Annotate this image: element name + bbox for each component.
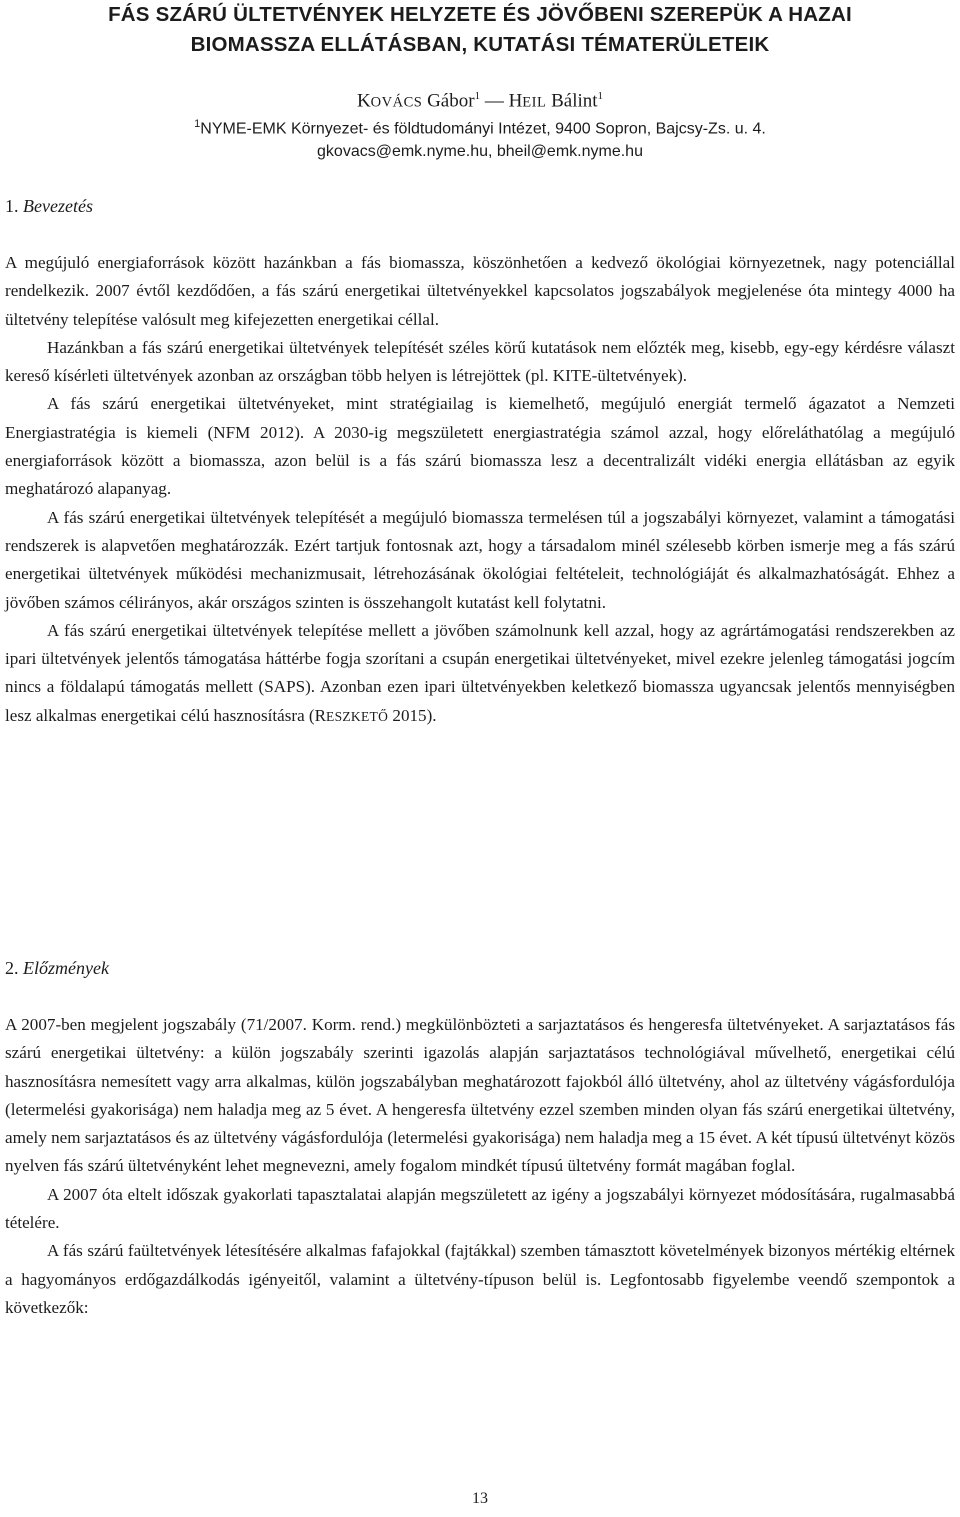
citation-year: 2015).	[388, 705, 437, 725]
section-title: Bevezetés	[23, 196, 93, 216]
author1-given-name: Gábor	[427, 90, 475, 112]
page-number: 13	[472, 1490, 488, 1507]
author2-surname-rest: EIL	[522, 94, 547, 111]
paragraph: A megújuló energiaforrások között hazánkban a fás biomassza, köszönhetően a kedvező ökológiai környezetnek, nagy potenciállal rendelkezik. 2007 évtől kezdődően, a fás szárú energetikai ültetvényekkel kapcsolatos jogszabályok megjelenése óta mintegy 4000 ha ültetvény telepítése valósult meg kifejezetten energetikai céllal.	[5, 253, 955, 329]
citation-author-rest: ESZKETŐ	[326, 708, 389, 724]
paragraph: Hazánkban a fás szárú energetikai ültetvények telepítését széles körű kutatások nem előzték meg, kisebb, egy-egy kérdésre választ kereső kísérleti ültetvények azonban az országban több helyen is létrejöttek (pl. KITE-ültetvények).	[5, 337, 955, 386]
affiliation-line	[0, 118, 960, 138]
section-title: Előzmények	[23, 958, 109, 978]
author1-affiliation-mark: 1	[474, 90, 481, 102]
paragraph-text: A fás szárú energetikai ültetvények telepítése mellett a jövőben számolnunk kell azzal, hogy az agrártámogatási rendszerekben az ipari ültetvények jelentős támogatása háttérbe fogja szorítani a csupán energetikai ültetvényeket, mivel ezekre jelenleg támogatási jogcím nincs a földalapú támogatás mellett (SAPS). Azonban ezen ipari ültetvényekben keletkező biomassza ugyancsak jelentős mennyiségben lesz alkalmas energetikai célú hasznosításra (	[5, 620, 955, 725]
author2-affiliation-mark: 1	[597, 90, 604, 102]
paper-title-line-2: BIOMASSZA ELLÁTÁSBAN, KUTATÁSI TÉMATERÜLETEIK	[190, 33, 770, 56]
section-number: 2.	[5, 958, 19, 978]
paragraph	[5, 617, 955, 731]
author-emails: gkovacs@emk.nyme.hu, bheil@emk.nyme.hu	[317, 143, 643, 160]
paragraph: A fás szárú energetikai ültetvényeket, mint stratégiailag is kiemelhető, megújuló energiát termelő ágazatot a Nemzeti Energiastratégia is kiemeli (NFM 2012). A 2030-ig megszületett energiastratégia számol azzal, hogy előreláthatólag a megújuló energiaforrások között a biomassza, azon belül is a fás szárú biomassza lesz a decentralizált vidéki energia ellátásban az egyik meghatározó alapanyag.	[5, 394, 955, 499]
affiliation-text: NYME-EMK Környezet- és földtudományi Intézet, 9400 Sopron, Bajcsy-Zs. u. 4.	[200, 120, 766, 138]
author-line	[0, 90, 960, 112]
paragraph: A 2007-ben megjelent jogszabály (71/2007. Korm. rend.) megkülönbözteti a sarjaztatásos és hengeresfa ültetvényeket. A sarjaztatásos fás szárú energetikai ültetvény: a külön jogszabály szerinti igazolás alapján sarjaztatásos technológiával művelhető, energetikai célú hasznosításra nemesített vagy arra alkalmas, külön jogszabályban meghatározott fajokból álló ültetvény, ahol az ültetvény vágásfordulója (letermelési gyakorisága) nem haladja meg az 5 évet. A hengeresfa ültetvény ezzel szemben minden olyan fás szárú energetikai ültetvény, amely nem sarjaztatásos és az ültetvény vágásfordulója (letermelési gyakorisága) nem haladja meg a 15 évet. A két típusú ültetvényt közös nyelven fás szárú ültetvényként lehet megnevezni, amely fogalom mindkét típusú ültetvény formát magában foglal.	[5, 1015, 955, 1176]
citation-author-initial: R	[314, 705, 327, 725]
section-background-body	[5, 1011, 955, 1322]
author2-surname-initial: H	[508, 90, 523, 112]
section-heading-introduction	[5, 196, 93, 217]
section-number: 1.	[5, 196, 19, 216]
paragraph: A fás szárú energetikai ültetvények telepítését a megújuló biomassza termelésen túl a jogszabályi környezet, valamint a támogatási rendszerek is alapvetően meghatározzák. Ezért tartjuk fontosnak azt, hogy a társadalom minél szélesebb körben ismerje meg a fás szárú energetikai ültetvények működési mechanizmusait, létrehozásának ökológiai feltételeit, technológiáját és alkalmazhatóságát. Ehhez a jövőben számos célirányos, akár országos szinten is összehangolt kutatást kell folytatni.	[5, 507, 955, 612]
author2-given-name: Bálint	[551, 90, 598, 112]
author-separator: —	[484, 90, 504, 112]
affiliation-mark: 1	[194, 118, 201, 130]
author1-surname-rest: OVÁCS	[370, 94, 423, 111]
section-heading-background	[5, 958, 109, 979]
section-introduction-body	[5, 249, 955, 731]
paragraph: A fás szárú faültetvények létesítésére alkalmas fafajokkal (fajtákkal) szemben támasztott követelmények bizonyos mértékig eltérnek a hagyományos erdőgazdálkodás igényeitől, valamint a ültetvény-típuson belül is. Legfontosabb figyelembe veendő szempontok a következők:	[5, 1241, 955, 1317]
author1-surname-initial: K	[356, 90, 371, 112]
paper-title-line-1: FÁS SZÁRÚ ÜLTETVÉNYEK HELYZETE ÉS JÖVŐBENI SZEREPÜK A HAZAI	[108, 3, 852, 26]
paragraph: A 2007 óta eltelt időszak gyakorlati tapasztalatai alapján megszületett az igény a jogszabályi környezet módosítására, rugalmasabbá tételére.	[5, 1184, 955, 1233]
